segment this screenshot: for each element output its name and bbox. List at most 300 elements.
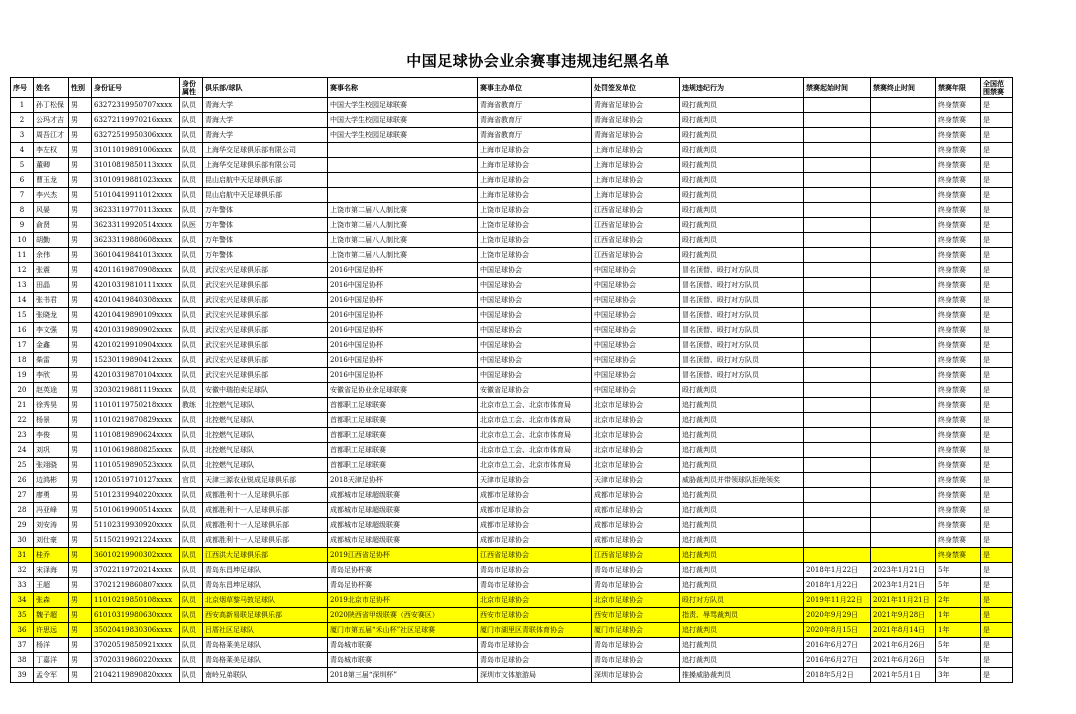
header-cell-no: 序号 [11, 78, 34, 98]
row-number-cell: 2 [11, 113, 34, 128]
organizer-cell: 中国足球协会 [478, 308, 592, 323]
organizer-cell: 成都市足球协会 [478, 533, 592, 548]
sex-cell: 男 [69, 323, 92, 338]
ban-end-cell: 2023年1月21日 [871, 578, 936, 593]
club-cell: 青岛东昌坤足球队 [203, 563, 328, 578]
event-cell: 2016中国足协杯 [328, 278, 478, 293]
sex-cell: 男 [69, 143, 92, 158]
issuer-cell: 中国足球协会 [592, 323, 680, 338]
violation-cell: 威胁裁判员并带领球队拒绝领奖 [680, 473, 804, 488]
ban-start-cell [804, 368, 871, 383]
sex-cell: 男 [69, 158, 92, 173]
name-cell: 赵英途 [34, 383, 69, 398]
row-number-cell: 35 [11, 608, 34, 623]
national-ban-cell: 是 [981, 143, 1013, 158]
sex-cell: 男 [69, 428, 92, 443]
event-cell: 厦门市第五届“禾山杯”社区足球赛 [328, 623, 478, 638]
header-cell-name: 姓名 [34, 78, 69, 98]
header-cell-national: 全国范围禁赛 [981, 78, 1013, 98]
table-row [11, 398, 1013, 413]
violation-cell: 追打裁判员 [680, 488, 804, 503]
ban-years-cell: 终身禁赛 [936, 338, 981, 353]
national-ban-cell: 是 [981, 263, 1013, 278]
sex-cell: 男 [69, 248, 92, 263]
violation-cell: 殴打裁判员 [680, 233, 804, 248]
violation-cell: 追打裁判员 [680, 398, 804, 413]
id-number-cell: 11010119750218xxxx [92, 398, 180, 413]
header-cell-id: 身份证号 [92, 78, 180, 98]
violation-cell: 追打裁判员 [680, 443, 804, 458]
event-cell [328, 143, 478, 158]
organizer-cell: 北京市总工会、北京市体育局 [478, 443, 592, 458]
header-cell-organizer: 赛事主办单位 [478, 78, 592, 98]
national-ban-cell: 是 [981, 308, 1013, 323]
ban-start-cell: 2016年6月27日 [804, 638, 871, 653]
event-cell: 2020陕西省甲级联赛（西安赛区） [328, 608, 478, 623]
sex-cell: 男 [69, 488, 92, 503]
row-number-cell: 17 [11, 338, 34, 353]
ban-years-cell: 终身禁赛 [936, 113, 981, 128]
role-cell: 队员 [180, 653, 203, 668]
ban-end-cell [871, 398, 936, 413]
ban-end-cell [871, 488, 936, 503]
row-number-cell: 13 [11, 278, 34, 293]
ban-start-cell [804, 308, 871, 323]
name-cell: 胡勤 [34, 233, 69, 248]
ban-start-cell [804, 353, 871, 368]
club-cell: 北控燃气足球队 [203, 428, 328, 443]
ban-end-cell [871, 458, 936, 473]
issuer-cell: 成都市足球协会 [592, 518, 680, 533]
violation-cell: 殴打裁判员 [680, 173, 804, 188]
header-cell-violation: 违规违纪行为 [680, 78, 804, 98]
ban-years-cell: 终身禁赛 [936, 533, 981, 548]
event-cell: 中国大学生校园足球联赛 [328, 98, 478, 113]
national-ban-cell: 是 [981, 518, 1013, 533]
ban-years-cell: 终身禁赛 [936, 158, 981, 173]
organizer-cell: 青岛市足球协会 [478, 653, 592, 668]
name-cell: 张翊骁 [34, 458, 69, 473]
ban-years-cell: 终身禁赛 [936, 188, 981, 203]
row-number-cell: 28 [11, 503, 34, 518]
name-cell: 李俊 [34, 428, 69, 443]
national-ban-cell: 是 [981, 593, 1013, 608]
ban-years-cell: 终身禁赛 [936, 263, 981, 278]
event-cell: 成都城市足球超级联赛 [328, 488, 478, 503]
ban-end-cell [871, 503, 936, 518]
row-number-cell: 7 [11, 188, 34, 203]
name-cell: 张晓龙 [34, 308, 69, 323]
ban-years-cell: 1年 [936, 623, 981, 638]
ban-years-cell: 1年 [936, 608, 981, 623]
ban-years-cell: 终身禁赛 [936, 413, 981, 428]
organizer-cell: 中国足球协会 [478, 293, 592, 308]
ban-years-cell: 终身禁赛 [936, 458, 981, 473]
club-cell: 武汉宏兴足球俱乐部 [203, 278, 328, 293]
role-cell: 队员 [180, 353, 203, 368]
ban-start-cell: 2018年1月22日 [804, 563, 871, 578]
id-number-cell: 11010219870829xxxx [92, 413, 180, 428]
role-cell: 队员 [180, 563, 203, 578]
sex-cell: 男 [69, 338, 92, 353]
table-row [11, 488, 1013, 503]
national-ban-cell: 是 [981, 113, 1013, 128]
role-cell: 队员 [180, 233, 203, 248]
table-row [11, 323, 1013, 338]
ban-years-cell: 终身禁赛 [936, 353, 981, 368]
id-number-cell: 12010519710127xxxx [92, 473, 180, 488]
violation-cell: 冒名顶替、殴打对方队员 [680, 368, 804, 383]
club-cell: 成都胜利十一人足球俱乐部 [203, 503, 328, 518]
ban-end-cell [871, 518, 936, 533]
header-cell-end: 禁赛终止时间 [871, 78, 936, 98]
name-cell: 柴雷 [34, 353, 69, 368]
sex-cell: 男 [69, 593, 92, 608]
role-cell: 队员 [180, 608, 203, 623]
ban-start-cell: 2020年8月15日 [804, 623, 871, 638]
row-number-cell: 3 [11, 128, 34, 143]
club-cell: 江西洪大足球俱乐部 [203, 548, 328, 563]
id-number-cell: 15230119890412xxxx [92, 353, 180, 368]
ban-years-cell: 终身禁赛 [936, 248, 981, 263]
role-cell: 队员 [180, 173, 203, 188]
violation-cell: 冒名顶替、殴打对方队员 [680, 263, 804, 278]
id-number-cell: 63272319950707xxxx [92, 98, 180, 113]
name-cell: 孙丁松保 [34, 98, 69, 113]
violation-cell: 追打裁判员 [680, 413, 804, 428]
violation-cell: 殴打裁判员 [680, 113, 804, 128]
national-ban-cell: 是 [981, 338, 1013, 353]
issuer-cell: 青海省足球协会 [592, 113, 680, 128]
row-number-cell: 32 [11, 563, 34, 578]
violation-cell: 追打裁判员 [680, 563, 804, 578]
violation-cell: 追打裁判员 [680, 623, 804, 638]
ban-years-cell: 终身禁赛 [936, 548, 981, 563]
event-cell [328, 188, 478, 203]
table-row [11, 548, 1013, 563]
organizer-cell: 江西省足球协会 [478, 548, 592, 563]
violation-cell: 追打裁判员 [680, 638, 804, 653]
issuer-cell: 中国足球协会 [592, 278, 680, 293]
ban-end-cell [871, 173, 936, 188]
ban-start-cell [804, 533, 871, 548]
ban-end-cell [871, 203, 936, 218]
ban-start-cell [804, 263, 871, 278]
violation-cell: 追打裁判员 [680, 653, 804, 668]
id-number-cell: 61010319980630xxxx [92, 608, 180, 623]
sex-cell: 男 [69, 188, 92, 203]
ban-start-cell [804, 158, 871, 173]
row-number-cell: 22 [11, 413, 34, 428]
ban-end-cell [871, 143, 936, 158]
sex-cell: 男 [69, 368, 92, 383]
ban-end-cell [871, 338, 936, 353]
role-cell: 队员 [180, 638, 203, 653]
event-cell: 青岛足协杯赛 [328, 578, 478, 593]
name-cell: 魏子超 [34, 608, 69, 623]
issuer-cell: 青岛市足球协会 [592, 563, 680, 578]
organizer-cell: 上饶市足球协会 [478, 203, 592, 218]
event-cell [328, 158, 478, 173]
name-cell: 丁嘉洋 [34, 653, 69, 668]
row-number-cell: 1 [11, 98, 34, 113]
national-ban-cell: 是 [981, 188, 1013, 203]
ban-end-cell: 2021年5月1日 [871, 668, 936, 683]
ban-end-cell: 2021年6月26日 [871, 653, 936, 668]
national-ban-cell: 是 [981, 548, 1013, 563]
ban-years-cell: 终身禁赛 [936, 518, 981, 533]
club-cell: 武汉宏兴足球俱乐部 [203, 323, 328, 338]
ban-start-cell [804, 338, 871, 353]
role-cell: 队员 [180, 293, 203, 308]
sex-cell: 男 [69, 503, 92, 518]
header-cell-start: 禁赛起始时间 [804, 78, 871, 98]
violation-cell: 冒名顶替、殴打对方队员 [680, 278, 804, 293]
id-number-cell: 31010919881023xxxx [92, 173, 180, 188]
ban-start-cell [804, 398, 871, 413]
national-ban-cell: 是 [981, 488, 1013, 503]
violation-cell: 殴打裁判员 [680, 218, 804, 233]
ban-end-cell [871, 473, 936, 488]
ban-end-cell: 2023年1月21日 [871, 563, 936, 578]
ban-years-cell: 终身禁赛 [936, 428, 981, 443]
organizer-cell: 中国足球协会 [478, 368, 592, 383]
national-ban-cell: 是 [981, 383, 1013, 398]
id-number-cell: 37022119720214xxxx [92, 563, 180, 578]
violation-cell: 冒名顶替、殴打对方队员 [680, 323, 804, 338]
issuer-cell: 中国足球协会 [592, 383, 680, 398]
event-cell: 2016中国足协杯 [328, 323, 478, 338]
ban-start-cell: 2020年9月29日 [804, 608, 871, 623]
id-number-cell: 42010419840308xxxx [92, 293, 180, 308]
ban-start-cell [804, 203, 871, 218]
club-cell: 武汉宏兴足球俱乐部 [203, 293, 328, 308]
id-number-cell: 37021219860807xxxx [92, 578, 180, 593]
ban-start-cell [804, 248, 871, 263]
ban-years-cell: 2年 [936, 593, 981, 608]
issuer-cell: 北京市足球协会 [592, 428, 680, 443]
event-cell: 2019北京市足协杯 [328, 593, 478, 608]
event-cell: 上饶市第二届八人制比赛 [328, 233, 478, 248]
ban-start-cell: 2019年11月22日 [804, 593, 871, 608]
club-cell: 武汉宏兴足球俱乐部 [203, 368, 328, 383]
violation-cell: 追打裁判员 [680, 428, 804, 443]
name-cell: 孟令军 [34, 668, 69, 683]
ban-start-cell [804, 458, 871, 473]
name-cell: 廖勇 [34, 488, 69, 503]
club-cell: 北控燃气足球队 [203, 398, 328, 413]
club-cell: 天津三源农业锐成足球俱乐部 [203, 473, 328, 488]
ban-start-cell [804, 218, 871, 233]
table-row [11, 98, 1013, 113]
violation-cell: 指责、辱骂裁判员 [680, 608, 804, 623]
event-cell: 2016中国足协杯 [328, 308, 478, 323]
name-cell: 周吾江才 [34, 128, 69, 143]
event-cell: 首都职工足球联赛 [328, 413, 478, 428]
row-number-cell: 10 [11, 233, 34, 248]
name-cell: 董卿 [34, 158, 69, 173]
national-ban-cell: 是 [981, 278, 1013, 293]
table-row [11, 503, 1013, 518]
club-cell: 吕厝社区足球队 [203, 623, 328, 638]
issuer-cell: 北京市足球协会 [592, 593, 680, 608]
ban-start-cell: 2018年5月2日 [804, 668, 871, 683]
violation-cell: 殴打裁判员 [680, 203, 804, 218]
national-ban-cell: 是 [981, 668, 1013, 683]
table-row [11, 608, 1013, 623]
table-body [11, 98, 1013, 683]
event-cell: 首都职工足球联赛 [328, 398, 478, 413]
organizer-cell: 中国足球协会 [478, 278, 592, 293]
name-cell: 宋泽海 [34, 563, 69, 578]
violation-cell: 冒名顶替、殴打对方队员 [680, 338, 804, 353]
event-cell: 首都职工足球联赛 [328, 443, 478, 458]
row-number-cell: 18 [11, 353, 34, 368]
ban-start-cell [804, 503, 871, 518]
national-ban-cell: 是 [981, 578, 1013, 593]
table-row [11, 383, 1013, 398]
role-cell: 队员 [180, 503, 203, 518]
ban-years-cell: 5年 [936, 563, 981, 578]
name-cell: 边鸿彬 [34, 473, 69, 488]
table-row [11, 278, 1013, 293]
event-cell: 青岛城市联赛 [328, 653, 478, 668]
row-number-cell: 26 [11, 473, 34, 488]
table-row [11, 578, 1013, 593]
role-cell: 队员 [180, 143, 203, 158]
issuer-cell: 北京市足球协会 [592, 398, 680, 413]
row-number-cell: 33 [11, 578, 34, 593]
issuer-cell: 西安市足球协会 [592, 608, 680, 623]
name-cell: 冯亚峰 [34, 503, 69, 518]
table-row [11, 233, 1013, 248]
violation-cell: 追打裁判员 [680, 458, 804, 473]
name-cell: 刘安涛 [34, 518, 69, 533]
name-cell: 徐秀昊 [34, 398, 69, 413]
row-number-cell: 21 [11, 398, 34, 413]
national-ban-cell: 是 [981, 233, 1013, 248]
club-cell: 青海大学 [203, 128, 328, 143]
ban-start-cell: 2016年6月27日 [804, 653, 871, 668]
name-cell: 杨景 [34, 413, 69, 428]
organizer-cell: 北京市总工会、北京市体育局 [478, 428, 592, 443]
issuer-cell: 中国足球协会 [592, 338, 680, 353]
sex-cell: 男 [69, 383, 92, 398]
name-cell: 李欣 [34, 368, 69, 383]
issuer-cell: 江西省足球协会 [592, 218, 680, 233]
organizer-cell: 天津市足球协会 [478, 473, 592, 488]
national-ban-cell: 是 [981, 173, 1013, 188]
national-ban-cell: 是 [981, 368, 1013, 383]
club-cell: 北控燃气足球队 [203, 458, 328, 473]
organizer-cell: 青岛市足球协会 [478, 638, 592, 653]
table-row [11, 533, 1013, 548]
event-cell: 首都职工足球联赛 [328, 428, 478, 443]
club-cell: 成都胜利十一人足球俱乐部 [203, 533, 328, 548]
club-cell: 万年警体 [203, 203, 328, 218]
organizer-cell: 上海市足球协会 [478, 173, 592, 188]
id-number-cell: 51012319940220xxxx [92, 488, 180, 503]
sex-cell: 男 [69, 443, 92, 458]
table-row [11, 338, 1013, 353]
table-row [11, 263, 1013, 278]
header-cell-years: 禁赛年限 [936, 78, 981, 98]
ban-end-cell [871, 368, 936, 383]
table-row [11, 518, 1013, 533]
id-number-cell: 37020319860220xxxx [92, 653, 180, 668]
event-cell: 2018第三届“深圳杯” [328, 668, 478, 683]
issuer-cell: 深圳市足球协会 [592, 668, 680, 683]
club-cell: 南岭兄弟联队 [203, 668, 328, 683]
club-cell: 青岛格莱美足球队 [203, 638, 328, 653]
role-cell: 队员 [180, 488, 203, 503]
club-cell: 青海大学 [203, 98, 328, 113]
ban-years-cell: 终身禁赛 [936, 383, 981, 398]
organizer-cell: 青海省教育厅 [478, 128, 592, 143]
role-cell: 队员 [180, 443, 203, 458]
violation-cell: 追打裁判员 [680, 578, 804, 593]
ban-end-cell [871, 413, 936, 428]
table-row [11, 308, 1013, 323]
row-number-cell: 4 [11, 143, 34, 158]
club-cell: 万年警体 [203, 233, 328, 248]
table-row [11, 593, 1013, 608]
table-row [11, 653, 1013, 668]
name-cell: 张森 [34, 593, 69, 608]
organizer-cell: 成都市足球协会 [478, 518, 592, 533]
event-cell: 安徽省足协业余足球联赛 [328, 383, 478, 398]
row-number-cell: 24 [11, 443, 34, 458]
row-number-cell: 12 [11, 263, 34, 278]
issuer-cell: 北京市足球协会 [592, 443, 680, 458]
ban-years-cell: 终身禁赛 [936, 488, 981, 503]
event-cell: 2016中国足协杯 [328, 353, 478, 368]
table-row [11, 668, 1013, 683]
organizer-cell: 上饶市足球协会 [478, 233, 592, 248]
violation-cell: 殴打裁判员 [680, 143, 804, 158]
role-cell: 队医 [180, 218, 203, 233]
row-number-cell: 29 [11, 518, 34, 533]
ban-end-cell [871, 533, 936, 548]
table-row [11, 203, 1013, 218]
issuer-cell: 北京市足球协会 [592, 458, 680, 473]
ban-years-cell: 终身禁赛 [936, 473, 981, 488]
table-header-row [11, 78, 1013, 98]
club-cell: 青岛东昌坤足球队 [203, 578, 328, 593]
ban-years-cell: 终身禁赛 [936, 233, 981, 248]
organizer-cell: 上海市足球协会 [478, 188, 592, 203]
id-number-cell: 36010219900302xxxx [92, 548, 180, 563]
id-number-cell: 11010819890624xxxx [92, 428, 180, 443]
table-row [11, 188, 1013, 203]
club-cell: 万年警体 [203, 218, 328, 233]
id-number-cell: 37020519850921xxxx [92, 638, 180, 653]
name-cell: 王超 [34, 578, 69, 593]
event-cell: 2016中国足协杯 [328, 263, 478, 278]
role-cell: 队员 [180, 323, 203, 338]
ban-start-cell [804, 473, 871, 488]
club-cell: 昆山启航中天足球俱乐部 [203, 173, 328, 188]
table-row [11, 143, 1013, 158]
table-row [11, 368, 1013, 383]
id-number-cell: 42010319810111xxxx [92, 278, 180, 293]
organizer-cell: 西安市足球协会 [478, 608, 592, 623]
id-number-cell: 63272519950306xxxx [92, 128, 180, 143]
id-number-cell: 36233119920514xxxx [92, 218, 180, 233]
name-cell: 许思远 [34, 623, 69, 638]
row-number-cell: 20 [11, 383, 34, 398]
organizer-cell: 北京市足球协会 [478, 593, 592, 608]
